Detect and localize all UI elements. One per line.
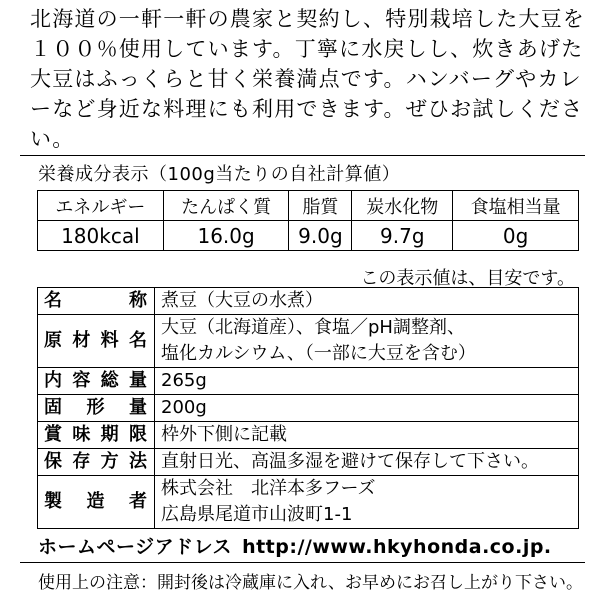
nutrition-header: エネルギー [38, 191, 164, 221]
info-row [38, 288, 579, 315]
info-label: 内容総量 [38, 368, 155, 395]
info-value: 株式会社 北洋本多フーズ 広島県尾道市山波町1-1 [155, 476, 579, 529]
nutrition-header: 食塩相当量 [453, 191, 579, 221]
info-row [38, 476, 579, 529]
nutrition-header: たんぱく質 [163, 191, 289, 221]
nutrition-value: 180kcal [38, 221, 164, 251]
info-label: 名称 [38, 288, 155, 315]
divider [20, 562, 585, 563]
info-value: 枠外下側に記載 [155, 422, 579, 449]
nutrition-note: この表示値は、目安です。 [360, 268, 575, 289]
usage-caution: 使用上の注意：開封後は冷蔵庫に入れ、お早めにお召し上がり下さい。 [38, 573, 584, 593]
info-label: 製造者 [38, 476, 155, 529]
info-row [38, 368, 579, 395]
info-label: 固形量 [38, 395, 155, 422]
nutrition-value: 16.0g [163, 221, 289, 251]
nutrition-header: 脂質 [289, 191, 352, 221]
info-label: 原材料名 [38, 315, 155, 368]
info-label: 保存方法 [38, 449, 155, 476]
homepage-url[interactable]: http://www.hkyhonda.co.jp. [242, 536, 552, 558]
nutrition-value: 9.7g [352, 221, 453, 251]
info-value: 265g [155, 368, 579, 395]
divider [20, 155, 585, 156]
info-value: 大豆（北海道産）、食塩／pH調整剤、 塩化カルシウム、（一部に大豆を含む） [155, 315, 579, 368]
info-value: 200g [155, 395, 579, 422]
nutrition-value: 0g [453, 221, 579, 251]
info-value: 煮豆（大豆の水煮） [155, 288, 579, 315]
nutrition-title: 栄養成分表示（100g当たりの自社計算値） [38, 164, 401, 185]
nutrition-value-row [38, 221, 579, 251]
nutrition-table [37, 190, 579, 251]
homepage-label: ホームページアドレス [38, 536, 233, 558]
info-row [38, 449, 579, 476]
info-label: 賞味期限 [38, 422, 155, 449]
product-info-table [37, 287, 579, 529]
info-row [38, 395, 579, 422]
info-row [38, 422, 579, 449]
product-description: 北海道の一軒一軒の農家と契約し、特別栽培した大豆を１００％使用しています。丁寧に水戻しし、炊きあげた大豆はふっくらと甘く栄養満点です。ハンバーグやカレーなど身近な料理にも利用できます。ぜひお試しください。 [30, 7, 585, 151]
info-value: 直射日光、高温多湿を避けて保存して下さい。 [155, 449, 579, 476]
homepage-line [38, 532, 552, 559]
nutrition-header-row [38, 191, 579, 221]
nutrition-value: 9.0g [289, 221, 352, 251]
nutrition-header: 炭水化物 [352, 191, 453, 221]
info-row [38, 315, 579, 368]
